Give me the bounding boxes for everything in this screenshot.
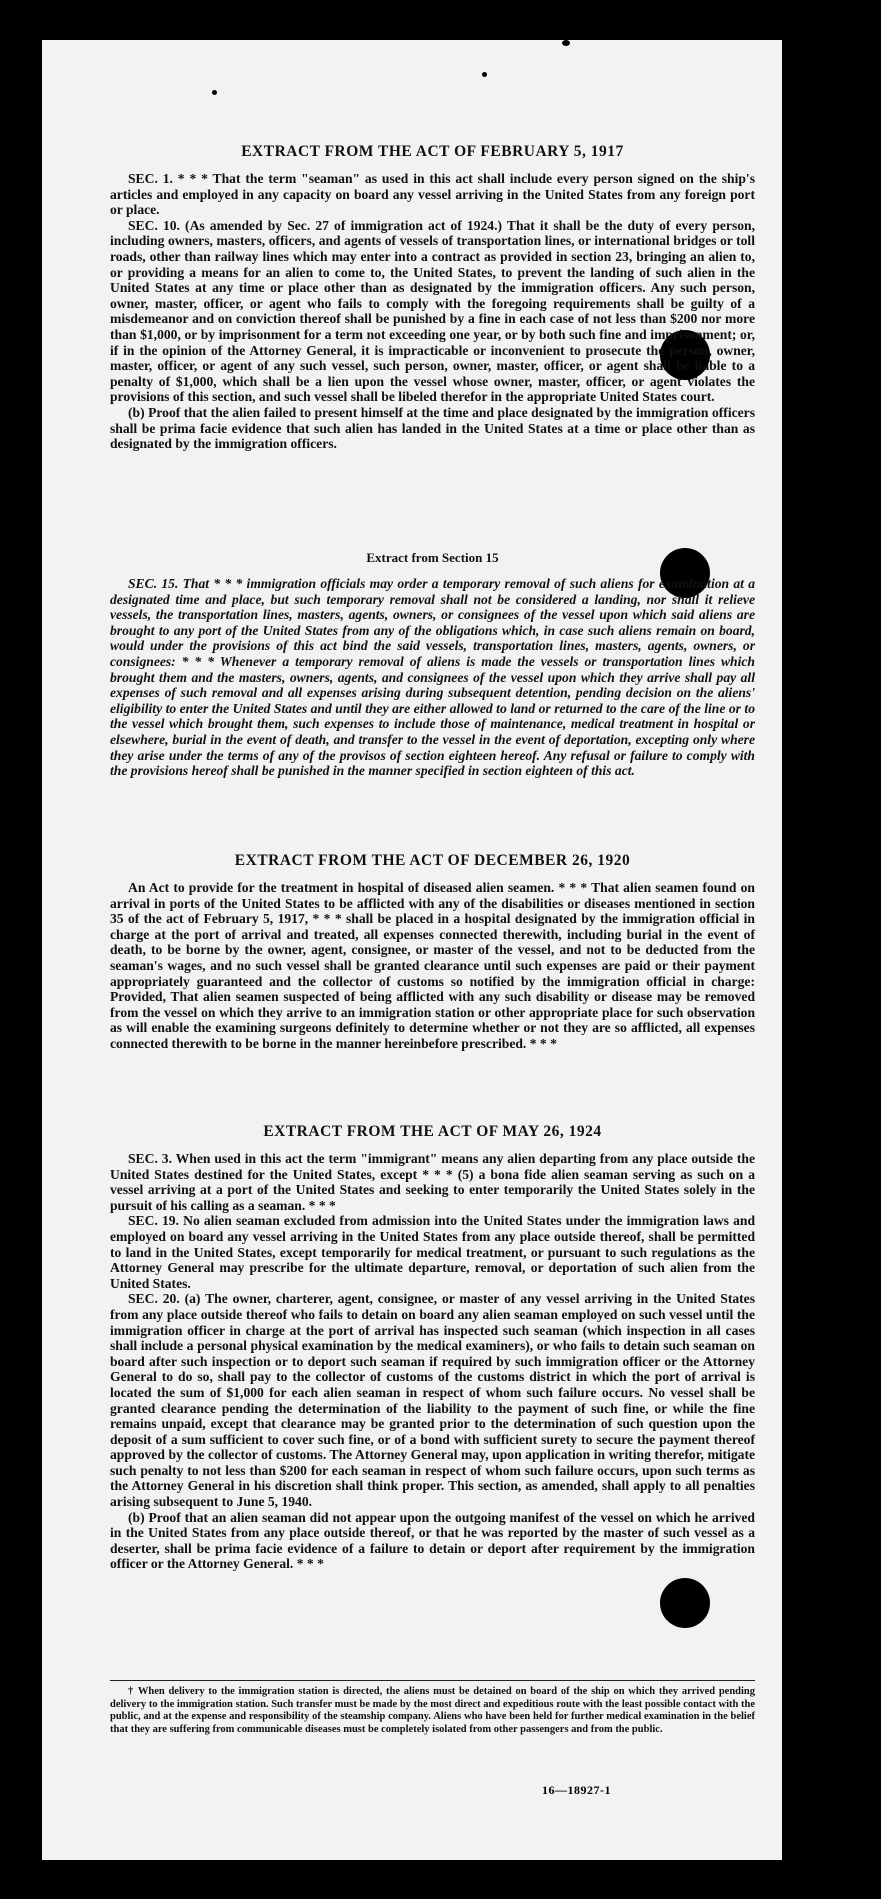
section-15-extract <box>110 550 755 779</box>
document-number: 16—18927-1 <box>542 1783 611 1797</box>
paragraph-sec-20b: (b) Proof that an alien seaman did not appear upon the outgoing manifest of the vessel on which he arrived in the United States from any place outside thereof, or that he was reported by the master of such vessel as a deserter, shall be prima facie evidence of a failure to detain or deport after requirement by the immigration officer or the Attorney General. * * * <box>110 1509 755 1572</box>
section-dec-1920 <box>110 852 755 1052</box>
section-heading: EXTRACT FROM THE ACT OF FEBRUARY 5, 1917 <box>241 143 624 160</box>
document-page <box>42 40 782 1860</box>
speck <box>212 90 217 95</box>
paragraph-sec-20a: SEC. 20. (a) The owner, charterer, agent, consignee, or master of any vessel arriving in the United States from any place outside thereof who fails to detain on board any alien seaman employed on such vessel until the immigration officer in charge at the port of arrival has inspected such seaman (which inspection in all cases shall include a personal physical examination by the medical examiners), or who fails to detain such seaman on board after such inspection or to deport such seaman if required by such immigration officer or the Attorney General to do so, shall pay to the collector of customs of the customs district in which the port of arrival is located the sum of $1,000 for each alien seaman in respect of whom such failure occurs. No vessel shall be granted clearance pending the determination of the liability to the payment of such fine, or while the fine remains unpaid, except that clearance may be granted prior to the determination of such question upon the deposit of a sum sufficient to cover such fine, or of a bond with sufficient surety to secure the payment thereof approved by the collector of customs. The Attorney General may, upon application in writing therefor, mitigate such penalty to not less than $200 for each seaman in respect of whom such failure occurs, upon such terms as the Attorney General in his discretion shall think proper. This section, as amended, shall apply to all penalties arising subsequent to June 5, 1940. <box>110 1291 755 1510</box>
paragraph-sec-19: SEC. 19. No alien seaman excluded from admission into the United States under the immigration laws and employed on board any vessel arriving in the United States from any place outside thereof, shall be permitted to land in the United States, except temporarily for medical treatment, or pursuant to such regulations as the Attorney General may prescribe for the ultimate departure, removal, or deportation of such alien from the United States. <box>110 1213 755 1291</box>
footnote-rule <box>110 1680 755 1681</box>
punch-hole <box>660 1578 710 1628</box>
paragraph-sec-3: SEC. 3. When used in this act the term "immigrant" means any alien departing from any place outside the United States destined for the United States, except * * * (5) a bona fide alien seaman serving as such on a vessel arriving at a port of the United States and seeking to enter temporarily the United States solely in the pursuit of his calling as a seaman. * * * <box>110 1151 755 1213</box>
section-may-1924 <box>110 1123 755 1572</box>
section-subheading: Extract from Section 15 <box>366 550 499 565</box>
paragraph-act-1920: An Act to provide for the treatment in hospital of diseased alien seamen. * * * That alien seamen found on arrival in ports of the United States to be afflicted with any of the disabilities or diseases mentioned in section 35 of the act of February 5, 1917, * * * shall be placed in a hospital designated by the immigration official in charge at the port of arrival and treated, all expenses connected therewith, including burial in the event of death, to be borne by the owner, agent, consignee, or master of the vessel, and not to be deducted from the seaman's wages, and no such vessel shall be granted clearance until such expenses are paid or their payment appropriately guaranteed and the collector of customs so notified by the immigration official in charge: Provided, That alien seamen suspected of being afflicted with any such disability or disease may be removed from the vessel on which they arrive to an immigration station or other appropriate place for such observation as will enable the examining surgeons definitely to determine whether or not they are so afflicted, all expenses connected therewith to be borne in the manner hereinbefore prescribed. * * * <box>110 880 755 1051</box>
section-feb-1917 <box>110 143 755 452</box>
speck <box>562 40 570 46</box>
paragraph-sec-10: SEC. 10. (As amended by Sec. 27 of immigration act of 1924.) That it shall be the duty of every person, including owners, masters, officers, and agents of vessels of transportation lines, or international bridges or toll roads, other than railway lines which may enter into a contract as provided in section 23, bringing an alien to, or providing a means for an alien to come to, the United States, to prevent the landing of such alien in the United States at any time or place other than as designated by the immigration officers. Any such person, owner, master, officer, or agent who fails to comply with the foregoing requirements shall be guilty of a misdemeanor and on conviction thereof shall be punished by a fine in each case of not less than $200 nor more than $1,000, or by imprisonment for a term not exceeding one year, or by both such fine and imprisonment; or, if in the opinion of the Attorney General, it is impracticable or inconvenient to prosecute the person, owner, master, officer, or agent of any such vessel, such person, owner, master, officer, or agent shall be liable to a penalty of $1,000, which shall be a lien upon the vessel whose owner, master, officer, or agent violates the provisions of this section, and such vessel shall be libeled therefor in the appropriate United States court. <box>110 217 755 405</box>
footnote-text: † When delivery to the immigration station is directed, the aliens must be detained on board of the ship on which they arrived pending delivery to the immigration station. Such transfer must be made by the most direct and expeditious route with the least possible contact with the public, and at the expense and responsibility of the steamship company. Aliens who have been held for further medical examination in the belief that they are suffering from communicable diseases must be completely isolated from other passengers and from the public. <box>110 1686 755 1735</box>
paragraph-sec-15: SEC. 15. That * * * immigration officials may order a temporary removal of such aliens for examination at a designated time and place, but such temporary removal shall not be considered a landing, nor shall it relieve vessels, the transportation lines, masters, agents, owners, or consignees of the vessel upon which said aliens are brought to any port of the United States from any of the obligations which, in case such aliens remain on board, would under the provisions of this act bind the said vessels, transportation lines, masters, agents, owners, or consignees: * * * Whenever a temporary removal of aliens is made the vessels or transportation lines which brought them and the masters, owners, agents, and consignees of the vessel upon which they arrive shall pay all expenses of such removal and all expenses arising during subsequent detention, pending decision on the aliens' eligibility to enter the United States and until they are either allowed to land or returned to the care of the line or to the vessel which brought them, such expenses to include those of maintenance, medical treatment in hospital or elsewhere, burial in the event of death, and transfer to the vessel in the event of deportation, excepting only where they arise under the terms of any of the provisos of section eighteen hereof. Any refusal or failure to comply with the provisions hereof shall be punished in the manner specified in section eighteen of this act. <box>110 576 755 779</box>
footnote <box>110 1686 755 1736</box>
paragraph-b: (b) Proof that the alien failed to present himself at the time and place designated by the immigration officers shall be prima facie evidence that such alien has landed in the United States at a time or place other than as designated by the immigration officers. <box>110 404 755 452</box>
speck <box>482 72 487 77</box>
section-heading: EXTRACT FROM THE ACT OF MAY 26, 1924 <box>263 1123 602 1140</box>
section-heading: EXTRACT FROM THE ACT OF DECEMBER 26, 1920 <box>234 852 631 869</box>
paragraph-sec-1: SEC. 1. * * * That the term "seaman" as used in this act shall include every person signed on the ship's articles and employed in any capacity on board any vessel arriving in the United States from any foreign port or place. <box>110 171 755 218</box>
